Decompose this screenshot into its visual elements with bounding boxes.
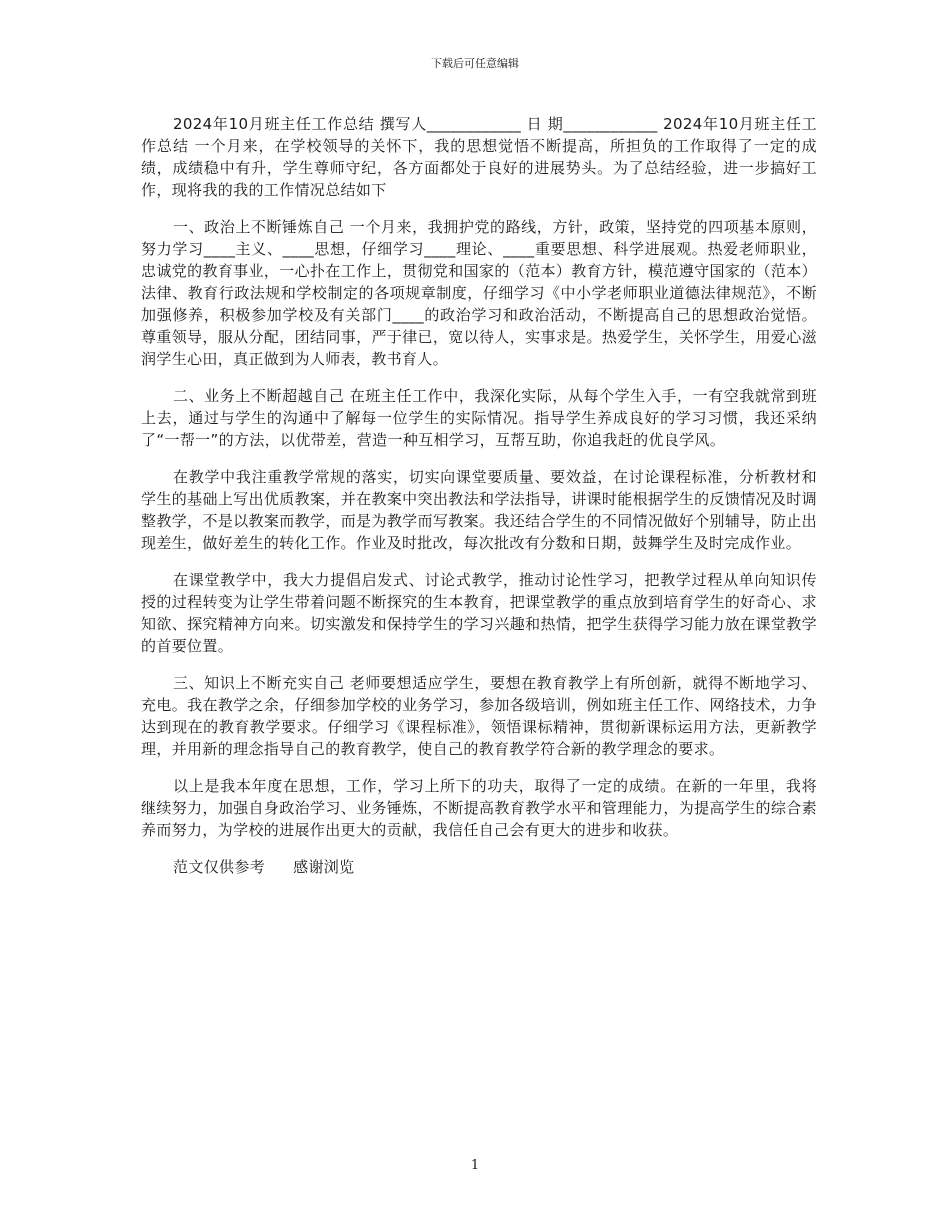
document-body bbox=[141, 113, 817, 878]
paragraph-teaching: 在教学中我注重教学常规的落实，切实向课堂要质量、要效益，在讨论课程标准，分析教材和学生的基础上写出优质教案，并在教案中突出教法和学法指导，讲课时能根据学生的反馈情况及时调整教学，不是以教案而教学，而是为教学而写教案。我还结合学生的不同情况做好个别辅导，防止出现差生，做好差生的转化工作。作业及时批改，每次批改有分数和日期，鼓舞学生及时完成作业。 bbox=[141, 468, 817, 552]
paragraph-intro: 2024年10月班主任工作总结 撰写人____________ 日 期____________ 2024年10月班主任工作总结 一个月来，在学校领导的关怀下，我的思想觉悟不断提高，所担负的工作取得了一定的成绩，成绩稳中有升，学生尊师守纪，各方面都处于良好的进展势头。为了总结经验，进一步搞好工作，现将我的我的工作情况总结如下 bbox=[141, 115, 817, 199]
paragraph-politics: 一、政治上不断锤炼自己 一个月来，我拥护党的路线，方针，政策，坚持党的四项基本原则，努力学习____主义、____思想，仔细学习____理论、____重要思想、科学进展观。热爱老师职业，忠诚党的教育事业，一心扑在工作上，贯彻党和国家的（范本）教育方针，模范遵守国家的（范本）法律、教育行政法规和学校制定的各项规章制度，仔细学习《中小学老师职业道德法律规范》，不断加强修养，积极参加学校及有关部门____的政治学习和政治活动，不断提高自己的思想政治觉悟。尊重领导，服从分配，团结同事，严于律已，宽以待人，实事求是。热爱学生，关怀学生，用爱心滋润学生心田，真正做到为人师表，教书育人。 bbox=[141, 218, 817, 368]
paragraph-business: 二、业务上不断超越自己 在班主任工作中，我深化实际，从每个学生入手，一有空我就常到班上去，通过与学生的沟通中了解每一位学生的实际情况。指导学生养成良好的学习习惯，我还采纳了“一帮一”的方法，以优带差，营造一种互相学习，互帮互助，你追我赶的优良学风。 bbox=[141, 387, 817, 449]
page-number: 1 bbox=[470, 1158, 480, 1173]
paragraph-conclusion: 以上是我本年度在思想，工作，学习上所下的功夫，取得了一定的成绩。在新的一年里，我将继续努力，加强自身政治学习、业务锤炼，不断提高教育教学水平和管理能力，为提高学生的综合素养而努力，为学校的进展作出更大的贡献，我信任自己会有更大的进步和收获。 bbox=[141, 777, 817, 839]
closing-line bbox=[141, 856, 817, 878]
closing-right-text: 感谢浏览 bbox=[293, 858, 355, 876]
closing-left-text: 范文仅供参考 bbox=[173, 858, 266, 876]
paragraph-classroom: 在课堂教学中，我大力提倡启发式、讨论式教学，推动讨论性学习，把教学过程从单向知识传授的过程转变为让学生带着问题不断探究的生本教育，把课堂教学的重点放到培育学生的好奇心、求知欲、探究精神方向来。切实激发和保持学生的学习兴趣和热情，把学生获得学习能力放在课堂教学的首要位置。 bbox=[141, 571, 817, 655]
page-header: 下载后可任意编辑 bbox=[431, 57, 519, 70]
paragraph-knowledge: 三、知识上不断充实自己 老师要想适应学生，要想在教育教学上有所创新，就得不断地学习、充电。我在教学之余，仔细参加学校的业务学习，参加各级培训，例如班主任工作、网络技术，力争达到现在的教育教学要求。仔细学习《课程标准》，领悟课标精神，贯彻新课标运用方法，更新教学理，并用新的理念指导自己的教育教学，使自己的教育教学符合新的教学理念的要求。 bbox=[141, 674, 817, 758]
